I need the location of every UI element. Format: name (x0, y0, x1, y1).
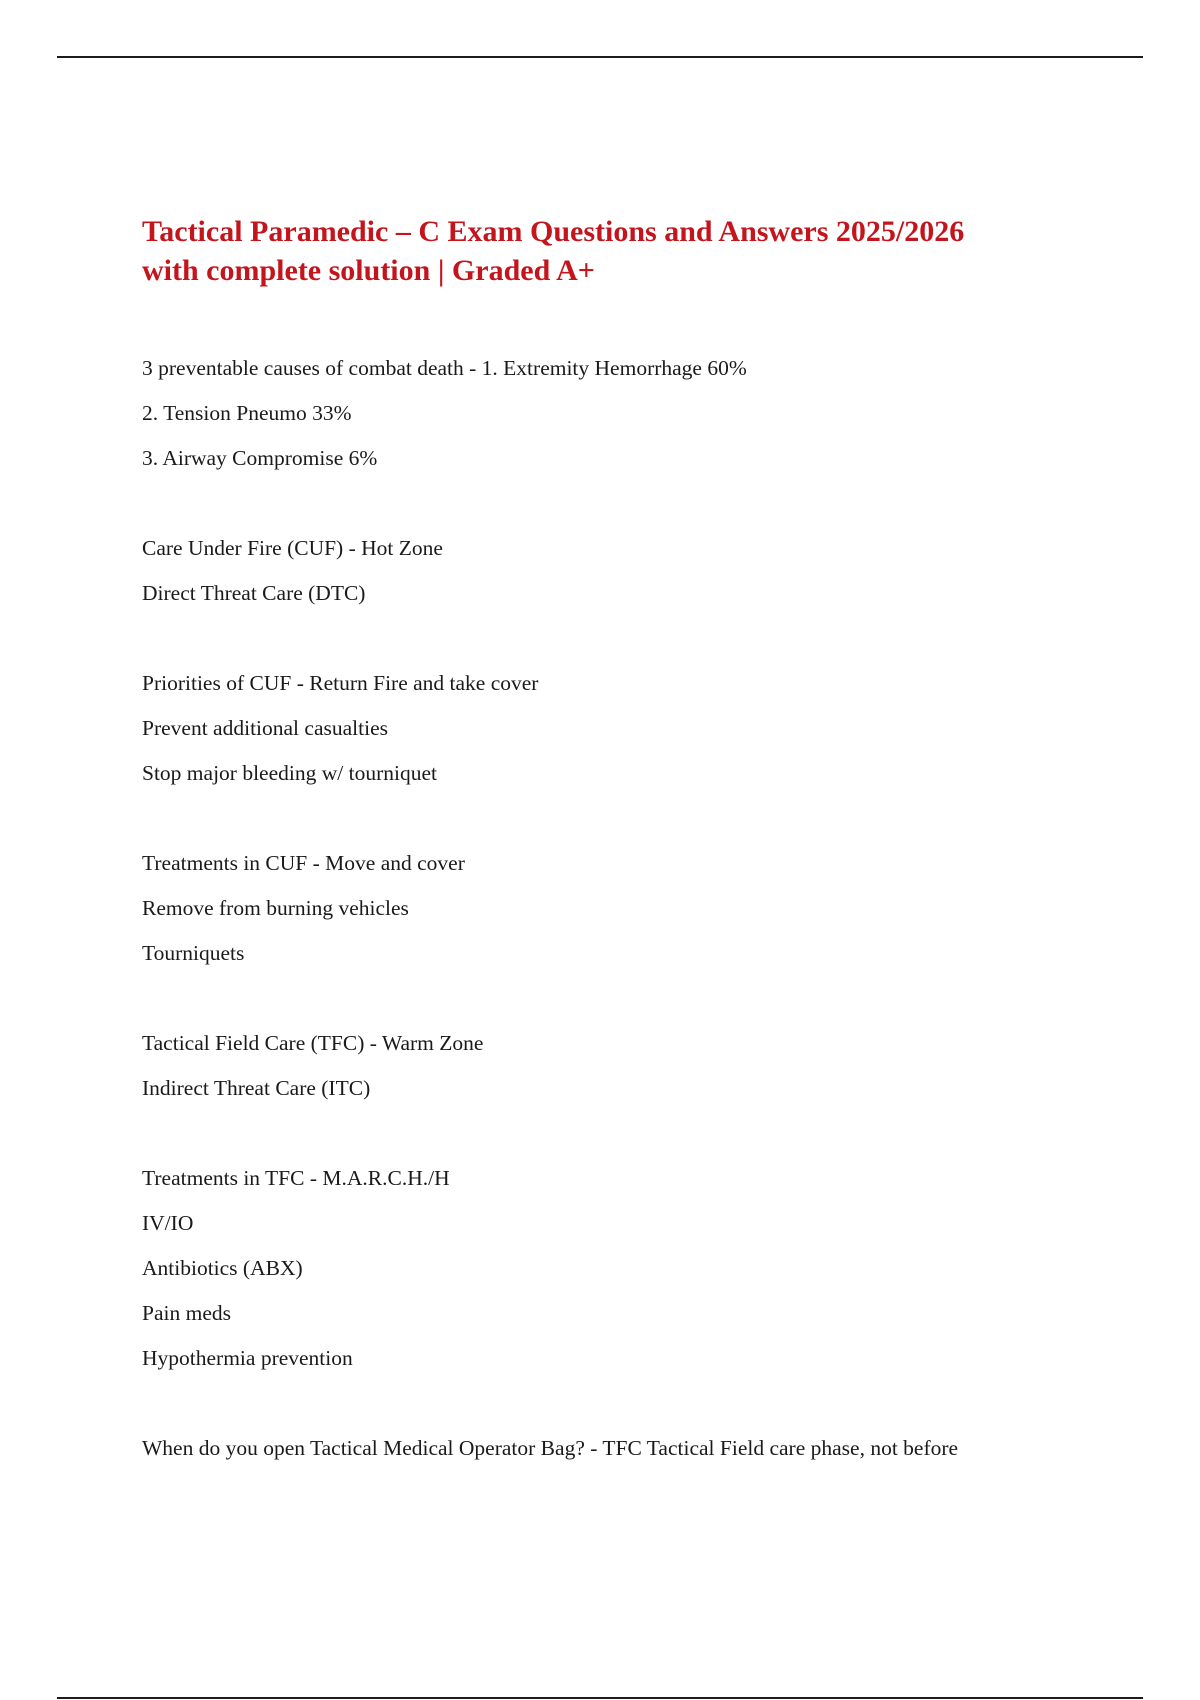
qa-list (142, 346, 1102, 1471)
qa-block (142, 661, 1102, 796)
qa-block (142, 1156, 1102, 1381)
bottom-rule (57, 1697, 1143, 1699)
qa-line: Stop major bleeding w/ tourniquet (142, 761, 437, 785)
title-line: Tactical Paramedic – C Exam Questions and Answers 2025/2026 (142, 215, 965, 248)
document-title (142, 212, 1102, 290)
top-rule (57, 56, 1143, 58)
qa-line: Priorities of CUF - Return Fire and take cover (142, 671, 539, 695)
qa-line: 3. Airway Compromise 6% (142, 446, 378, 470)
qa-line: Hypothermia prevention (142, 1346, 353, 1370)
qa-line: 3 preventable causes of combat death - 1. Extremity Hemorrhage 60% (142, 356, 747, 380)
qa-line: Treatments in CUF - Move and cover (142, 851, 465, 875)
qa-block (142, 1021, 1102, 1111)
qa-line: Prevent additional casualties (142, 716, 388, 740)
qa-line: When do you open Tactical Medical Operator Bag? - TFC Tactical Field care phase, not before (142, 1436, 959, 1460)
qa-line: Direct Threat Care (DTC) (142, 581, 366, 605)
qa-line: 2. Tension Pneumo 33% (142, 401, 352, 425)
qa-line: IV/IO (142, 1211, 194, 1235)
qa-line: Antibiotics (ABX) (142, 1256, 303, 1280)
qa-line: Tourniquets (142, 941, 245, 965)
title-line: with complete solution | Graded A+ (142, 254, 595, 287)
document-page (142, 212, 1102, 1516)
qa-block (142, 841, 1102, 976)
qa-block (142, 526, 1102, 616)
qa-block (142, 346, 1102, 481)
qa-line: Indirect Threat Care (ITC) (142, 1076, 371, 1100)
qa-line: Pain meds (142, 1301, 231, 1325)
qa-line: Treatments in TFC - M.A.R.C.H./H (142, 1166, 450, 1190)
qa-line: Care Under Fire (CUF) - Hot Zone (142, 536, 443, 560)
qa-line: Remove from burning vehicles (142, 896, 409, 920)
qa-line: Tactical Field Care (TFC) - Warm Zone (142, 1031, 484, 1055)
qa-block (142, 1426, 1102, 1471)
